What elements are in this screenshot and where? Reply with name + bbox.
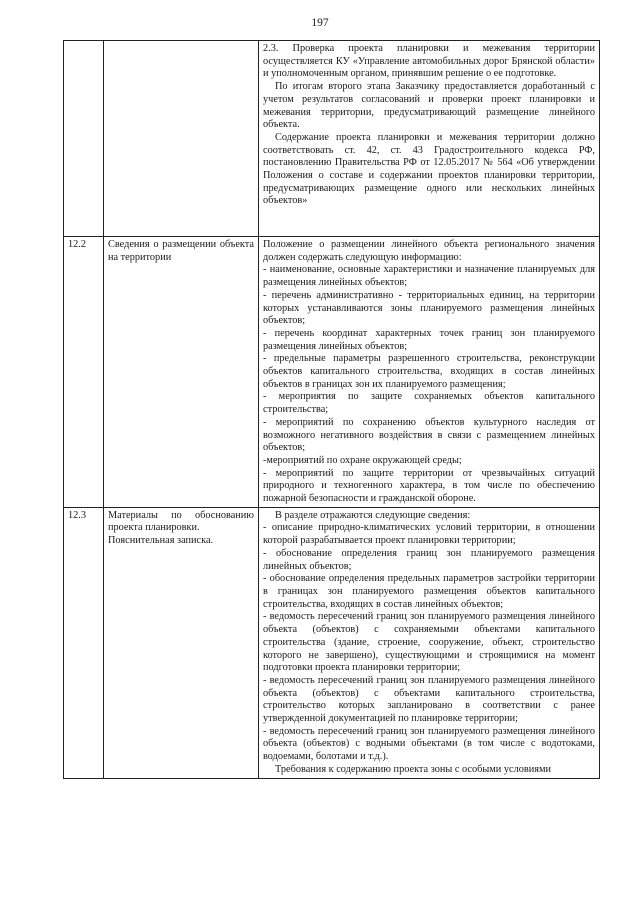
list-item: -мероприятий по охране окружающей среды; xyxy=(263,454,462,466)
list-item: - перечень административно - территориальных единиц, на территории которых устанавливаются зоны планируемого размещения линейных объектов; xyxy=(263,289,595,327)
paragraph: Требования к содержанию проекта зоны с особыми условиями xyxy=(275,763,552,775)
list-item: - описание природно-климатических условий территории, в отношении которой разрабатывается проект планировки территории; xyxy=(263,522,595,547)
table-row xyxy=(64,41,600,237)
list-item: - перечень координат характерных точек границ зон планируемого размещения линейных объектов; xyxy=(263,327,595,352)
table-row xyxy=(64,237,600,508)
row-number-cell: 12.2 xyxy=(64,237,104,508)
list-item: - ведомость пересечений границ зон планируемого размещения линейного объекта (объектов) с водными объектами (в том числе с водотоками, водоемами, болотами и т.д.). xyxy=(263,725,595,763)
row-content-cell xyxy=(259,41,600,237)
table-row xyxy=(64,507,600,778)
list-item: - обоснование определения предельных параметров застройки территории в границах зон планируемого размещения объектов капитального строительства, входящих в состав линейных объектов; xyxy=(263,573,595,610)
list-item: - наименование, основные характеристики и назначение планируемых для размещения линейных объектов; xyxy=(263,264,595,289)
requirements-table xyxy=(63,40,600,779)
paragraph: 2.3. Проверка проекта планировки и межевания территории осуществляется КУ «Управление автомобильных дорог Брянской области» и уполномоченным органом, принявшим решение о ее подготовке. xyxy=(263,43,595,80)
row-name-line: Сведения о размещении объекта на территории xyxy=(108,239,254,263)
row-number-cell xyxy=(64,41,104,237)
list-item: - предельные параметры разрешенного строительства, реконструкции объектов капитального строительства, входящих в состав линейных объектов в границах зон их планируемого размещения; xyxy=(263,353,595,390)
list-item: - ведомость пересечений границ зон планируемого размещения линейного объекта (объектов) с объектами капитального строительства, строительство которых запланировано в соответствии с ранее утвержденной документацией по планировке территории; xyxy=(263,674,595,725)
row-number-cell: 12.3 xyxy=(64,507,104,778)
page-number: 197 xyxy=(311,17,329,29)
row-name-cell xyxy=(104,237,259,508)
list-item: - мероприятий по защите территории от чрезвычайных ситуаций природного и техногенного характера, в том числе по обеспечению пожарной безопасности и гражданской обороне. xyxy=(263,467,595,505)
row-name-line: Пояснительная записка. xyxy=(108,535,214,547)
list-item: - обоснование определения границ зон планируемого размещения линейных объектов; xyxy=(263,547,595,572)
paragraph: В разделе отражаются следующие сведения: xyxy=(275,509,471,521)
list-item: - мероприятия по защите сохраняемых объектов капитального строительства; xyxy=(263,391,595,416)
list-item: - ведомость пересечений границ зон планируемого размещения линейного объекта (объектов) с сохраняемыми объектами капитального строительства (здание, строение, сооружение, объект, строительство которого не завершено), существующими и строящимися на момент подготовки проекта планировки территории; xyxy=(263,611,595,674)
row-name-cell xyxy=(104,507,259,778)
paragraph: Положение о размещении линейного объекта регионального значения должен содержать следующую информацию: xyxy=(263,239,595,263)
row-name-line: Материалы по обоснованию проекта планировки. xyxy=(108,509,254,534)
list-item: - мероприятий по сохранению объектов культурного наследия от возможного негативного воздействия в связи с размещением линейных объектов; xyxy=(263,416,595,454)
row-content-cell xyxy=(259,237,600,508)
row-name-cell xyxy=(104,41,259,237)
paragraph: По итогам второго этапа Заказчику предоставляется доработанный с учетом результатов согласований и проверки проект планировки и межевания территории, предусматривающий размещение линейного объекта. xyxy=(263,81,595,131)
paragraph: Содержание проекта планировки и межевания территории должно соответствовать ст. 42, ст. 43 Градостроительного кодекса РФ, постановлению Правительства РФ от 12.05.2017 № 564 «Об утверждении Положения о составе и содержании проектов планировки территории, предусматривающих размещение одного или нескольких линейных объектов» xyxy=(263,131,595,207)
row-content-cell xyxy=(259,507,600,778)
